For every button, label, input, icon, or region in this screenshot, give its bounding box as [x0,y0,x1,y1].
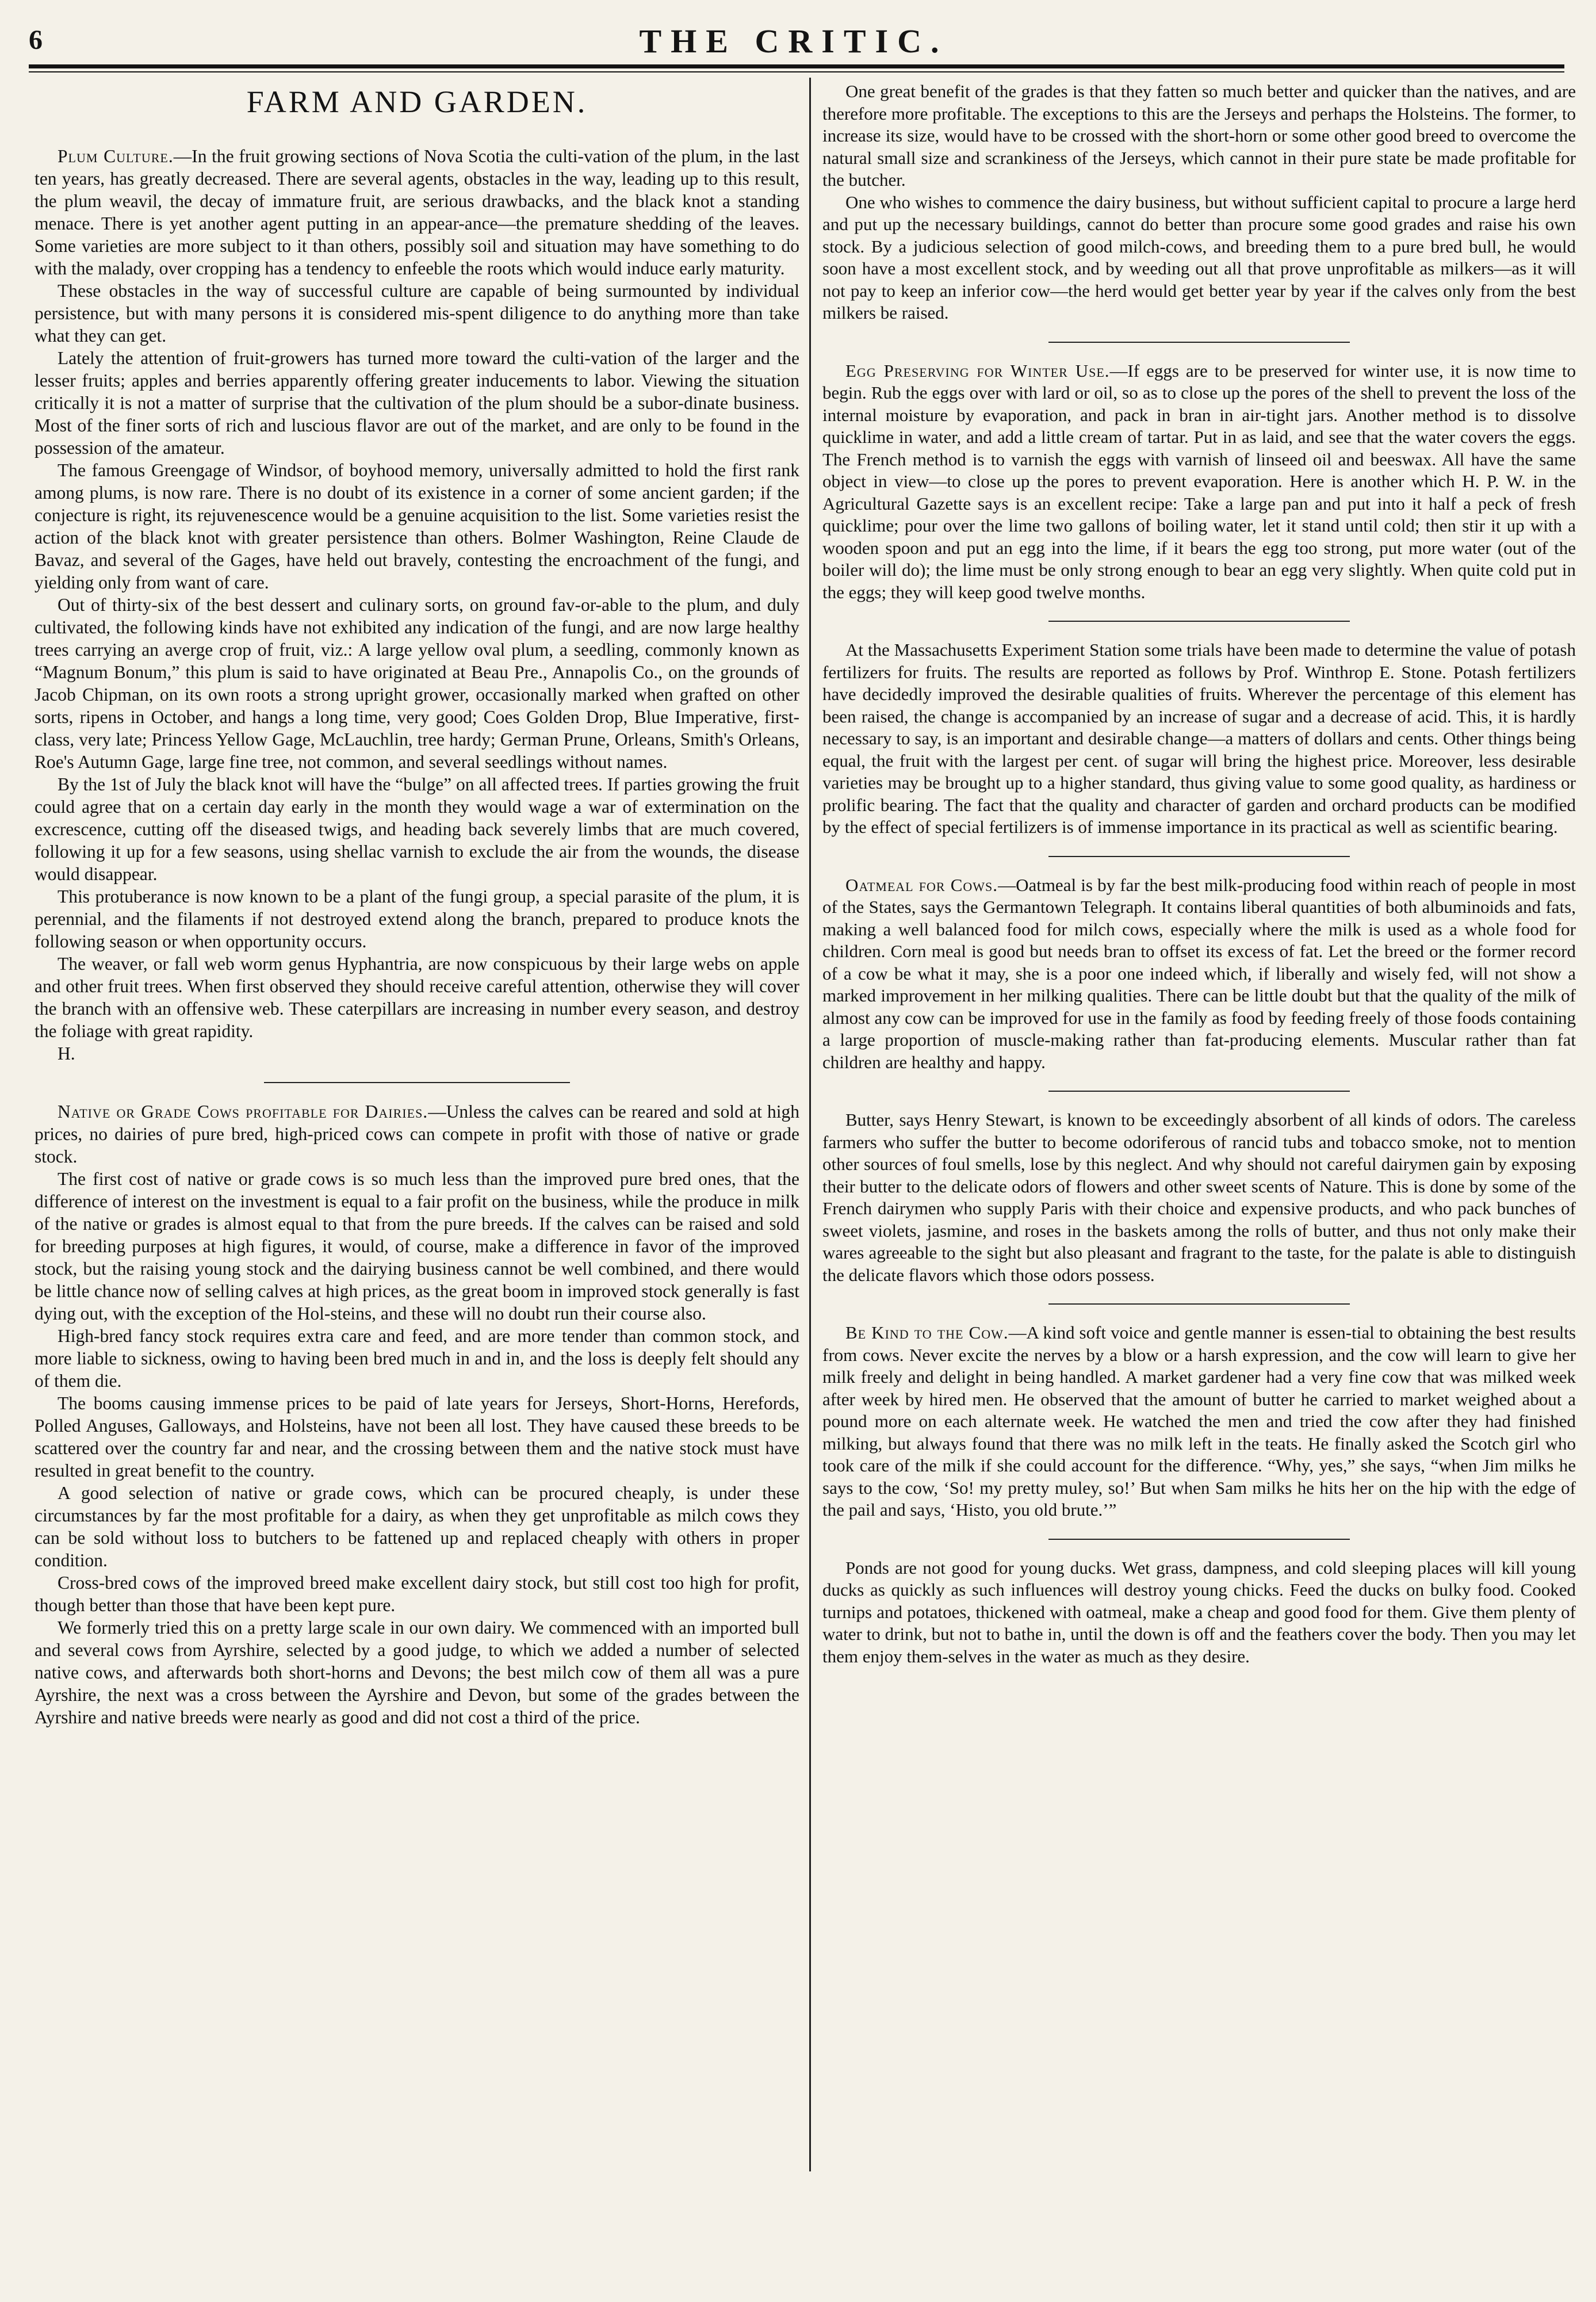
paragraph: The weaver, or fall web worm genus Hyphantria, are now conspicuous by their large webs on apple and other fruit trees. When first observed they should receive careful attention, otherwise they will cover the branch with an offensive web. These caterpillars are increasing in number every season, and destroy the foliage with great rapidity. [35,954,799,1041]
paragraph: Butter, says Henry Stewart, is known to be exceedingly absorbent of all kinds of odors. The careless farmers who suffer the butter to become odoriferous of rancid tubs and tobacco smoke, not to mention other sources of foul smells, lose by this neglect. And why should not careful dairymen gain by exposing their butter to the delicate odors of flowers and other sweet scents of Nature. This is done by some of the French dairymen who supply Paris with their choice and expensive products, and who pack bunches of sweet violets, jasmine, and roses in the baskets among the rolls of butter, and thus not only make their wares agreeable to the sight but also pleasant and fragrant to the taste, for the palate is able to distinguish the delicate flavors which those odors possess. [822,1110,1576,1285]
paragraph: One great benefit of the grades is that they fatten so much better and quicker than the natives, and are therefore more profitable. The exceptions to this are the Jerseys and perhaps the Holsteins. The former, to increase its size, would have to be crossed with the short-horn or some other good breed to overcome the natural small size and scrankiness of the Jerseys, which cannot in their pure state be made profitable for the butcher. [822,81,1576,190]
header-rule-thin [29,71,1564,72]
article-separator [1048,1539,1350,1540]
article-lead: Be Kind to the Cow. [845,1322,1009,1343]
paragraph: These obstacles in the way of successful culture are capable of being surmounted by individual persistence, but with many persons it is considered mis-spent diligence to do anything more than take what they can get. [35,281,799,346]
paragraph: We formerly tried this on a pretty large scale in our own dairy. We commenced with an imported bull and several cows from Ayrshire, selected by a good judge, to which we added a number of selected native cows, and afterwards both short-horns and Devons; the best milch cow of them all was a pure Ayrshire, the next was a cross between the Ayrshire and Devon, but some of the grades between the Ayrshire and native breeds were nearly as good and did not cost a third of the price. [35,1617,799,1727]
article-egg-preserving [822,360,1576,604]
article-separator [1048,342,1350,343]
paragraph: This protuberance is now known to be a plant of the fungi group, a special parasite of the plum, it is perennial, and the filaments if not destroyed extend along the branch, prepared to produce knots the following season or when opportunity occurs. [35,886,799,951]
paragraph: The famous Greengage of Windsor, of boyhood memory, universally admitted to hold the first rank among plums, is now rare. There is no doubt of its existence in a corner of some ancient garden; if the conjecture is right, its rejuvenescence would be a genuine acquisition to the list. Some varieties resist the action of the black knot with greater persistence than others. Bolmer Washington, Reine Claude de Bavaz, and several of the Gages, have held out bravely, contesting the encroachment of the fungi, and yielding only from want of care. [35,460,799,592]
article-separator [264,1082,570,1083]
article-lead: Plum Culture. [58,146,174,166]
paragraph: A good selection of native or grade cows, which can be procured cheaply, is under these circumstances by far the most profitable for a dairy, as when they get unprofitable as milch cows they can be sold without loss to butchers to be fattened up and replaced cheaply with others in proper condition. [35,1483,799,1570]
paragraph: Plum Culture.—In the fruit growing sections of Nova Scotia the culti-vation of the plum, in the last ten years, has greatly decreased. There are several agents, obstacles in the way, leading up to this result, the plum weavil, the decay of immature fruit, are serious drawbacks, and the black knot a standing menace. There is yet another agent putting in an appear-ance—the premature shedding of the leaves. Some varieties are more subject to it than others, possibly soil and situation may have something to do with the malady, over cropping has a tendency to enfeeble the roots which would induce early maturity. [35,146,799,278]
paragraph: One who wishes to commence the dairy business, but without sufficient capital to procure a large herd and put up the necessary buildings, cannot do better than procure some good grades and raise his own stock. By a judicious selection of good milch-cows, and breeding them to a pure bred bull, he would soon have a most excellent stock, and by weeding out all that prove unprofitable as milkers—as it will not pay to keep an inferior cow—the herd would get better year by year if the calves only from the best milkers be raised. [822,192,1576,323]
article-young-ducks [822,1557,1576,1668]
paragraph: Be Kind to the Cow.—A kind soft voice and gentle manner is essen-tial to obtaining the best results from cows. Never excite the nerves by a blow or a harsh expression, and the cow will learn to give her milk freely and delight in being handled. A market gardener had a very fine cow that was milked week after week by hired men. He observed that the amount of butter he carried to market weighed about a pound more on each alternate week. He watched the men and tried the cow after they had finished milking, but always found that there was no milk left in the teats. He finally asked the Scotch girl who took care of the milk if she could account for the difference. “Why, yes,” she says, “when Jim milks he says to the cow, ‘So! my pretty muley, so!’ But when Sam milks he hits her on the hip with the edge of the pail and says, ‘Histo, you old brute.’” [822,1322,1576,1520]
article-signature: H. [58,1043,75,1064]
article-grades-continued [822,81,1576,324]
paragraph: At the Massachusetts Experiment Station some trials have been made to determine the value of potash fertilizers for fruits. The results are reported as follows by Prof. Winthrop E. Stone. Potash fertilizers have decidedly improved the desirable qualities of fruits. Wherever the percentage of this element has been raised, the change is accompanied by an increase of sugar and a decrease of acid. This, it is hardly necessary to say, is an important and desirable change—a matters of dollars and cents. Other things being equal, the fruit with the largest per cent. of sugar will bring the highest price. Moreover, less desirable varieties may be brought up to a higher standard, thus giving value to some good quality, as hardiness or prolific bearing. The fact that the quality and character of garden and orchard products can be modified by the effect of special fertilizers is of immense importance in its practical as well as scientific bearing. [822,640,1576,837]
article-separator [1048,1303,1350,1305]
paragraph: Egg Preserving for Winter Use.—If eggs are to be preserved for winter use, it is now time to begin. Rub the eggs over with lard or oil, so as to close up the pores of the shell to prevent the loss of the internal moisture by evaporation, and pack in bran in air-tight jars. Another method is to dissolve quicklime in water, and add a little cream of tartar. Put in as laid, and see that the water covers the eggs. The French method is to varnish the eggs with varnish of linseed oil and beeswax. All have the same object in view—to close up the pores to prevent evaporation. Here is another which H. P. W. in the Agricultural Gazette says is an excellent recipe: Take a large pan and put into it half a peck of fresh quicklime; pour over the lime two gallons of boiling water, let it stand until cold; then stir it up with a wooden spoon and put an egg into the lime, if it bears the egg too strong, put more water (out of the boiler will do); the lime must be only strong enough to bear an egg very slightly. When quite cold put in the eggs; they will keep good twelve months. [822,360,1576,602]
article-oatmeal-for-cows [822,874,1576,1074]
paragraph: Lately the attention of fruit-growers has turned more toward the culti-vation of the larger and the lesser fruits; apples and berries apparently offering greater inducements to labor. Viewing the situation critically it is not a matter of surprise that the cultivation of the plum should be a subor-dinate business. Most of the finer sorts of rich and luscious flavor are out of the market, and are only to be found in the possession of the amateur. [35,348,799,458]
right-column [822,81,1576,1668]
left-column [35,81,799,1729]
paragraph: High-bred fancy stock requires extra care and feed, and are more tender than common stock, and more liable to sickness, owing to having been bred much in and in, and the loss is deeply felt should any of them die. [35,1326,799,1391]
paragraph: By the 1st of July the black knot will have the “bulge” on all affected trees. If parties growing the fruit could agree that on a certain day early in the month they would wage a war of extermination on the excrescence, cutting off the diseased twigs, and heading back severely limbs that are much covered, following it up for a few seasons, using shellac varnish to exclude the air from the wounds, the disease would disappear. [35,774,799,884]
article-butter-odors [822,1109,1576,1286]
article-separator [1048,856,1350,857]
article-plum-culture [35,145,799,1065]
article-lead: Oatmeal for Cows. [845,874,998,895]
paragraph: Native or Grade Cows profitable for Dairies.—Unless the calves can be reared and sold at high prices, no dairies of pure bred, high-priced cows can compete in profit with those of native or grade stock. [35,1102,799,1167]
article-native-grade-cows [35,1100,799,1729]
article-lead: Native or Grade Cows profitable for Dairies. [58,1102,428,1122]
paragraph: Out of thirty-six of the best dessert and culinary sorts, on ground fav-or-able to the plum, and duly cultivated, the following kinds have not exhibited any indication of the fungi, and are now large healthy trees carrying an averge crop of fruit, viz.: A large yellow oval plum, a seedling, commonly known as “Magnum Bonum,” this plum is said to have originated at Beau Pre., Annapolis Co., on the grounds of Jacob Chipman, on its own roots a strong upright grower, occasionally marked when grafted on other sorts, ripens in October, and hangs a long time, very good; Coes Golden Drop, Blue Imperative, first-class, very late; Princess Yellow Gage, McLauchlin, tree hardy; German Prune, Orleans, Smith's Orleans, Roe's Autumn Gage, large fine tree, not common, and several seedlings without names. [35,595,799,772]
page-number: 6 [29,25,43,55]
paragraph: Ponds are not good for young ducks. Wet grass, dampness, and cold sleeping places will kill young ducks as quickly as such influences will destroy young chicks. Feed the ducks on bulky food. Cooked turnips and potatoes, thickened with oatmeal, make a cheap and good food for them. Give them plenty of water to drink, but not to bathe in, until the down is off and the feathers cover the body. Then you may let them enjoy them-selves in the water as much as they desire. [822,1557,1576,1666]
article-potash-fertilizers [822,639,1576,839]
header-rule-thick [29,64,1564,68]
paragraph: The first cost of native or grade cows is so much less than the improved pure bred ones, that the difference of interest on the investment is equal to a fair profit on the business, while the produce in milk of the native or grades is almost equal to that from the pure breeds. If the calves can be raised and sold for breeding purposes at high figures, it would, of course, make a difference in favor of the improved stock, but the raising young stock and the dairying business cannot be well combined, and there would be little chance now of selling calves at high prices, as the great boom in improved stock generally is fast dying out, with the exception of the Hol-steins, and these will no doubt run their course also. [35,1169,799,1324]
article-separator [1048,621,1350,622]
column-divider [809,78,811,2171]
article-lead: Egg Preserving for Winter Use. [845,360,1110,381]
running-head [29,22,1559,62]
masthead-title: THE CRITIC. [639,22,948,60]
article-separator [1048,1091,1350,1092]
paragraph: The booms causing immense prices to be paid of late years for Jerseys, Short-Horns, Herefords, Polled Anguses, Galloways, and Holsteins, have not been all lost. They have caused these breeds to be scattered over the country far and near, and the crossing between them and the native stock must have resulted in great benefit to the country. [35,1393,799,1481]
paragraph: Cross-bred cows of the improved breed make excellent dairy stock, but still cost too high for profit, though better than those that have been kept pure. [35,1573,799,1615]
paragraph: Oatmeal for Cows.—Oatmeal is by far the best milk-producing food within reach of people in most of the States, says the Germantown Telegraph. It contains liberal quantities of both albuminoids and fats, making a well balanced food for milch cows, especially where the milk is used as a whole food for children. Corn meal is good but needs bran to offset its excess of fat. Let the breed or the former record of a cow be what it may, she is a poor one indeed which, if liberally and wisely fed, will not show a marked improvement in her milking qualities. There can be little doubt but that the quality of the milk of almost any cow can be improved for use in the family as food by feeding freely of those foods containing a large proportion of muscle-making rather than fat-producing elements. Muscular rather than fat children are healthy and happy. [822,874,1576,1072]
section-title: FARM AND GARDEN. [246,85,588,119]
article-be-kind-to-cow [822,1322,1576,1521]
